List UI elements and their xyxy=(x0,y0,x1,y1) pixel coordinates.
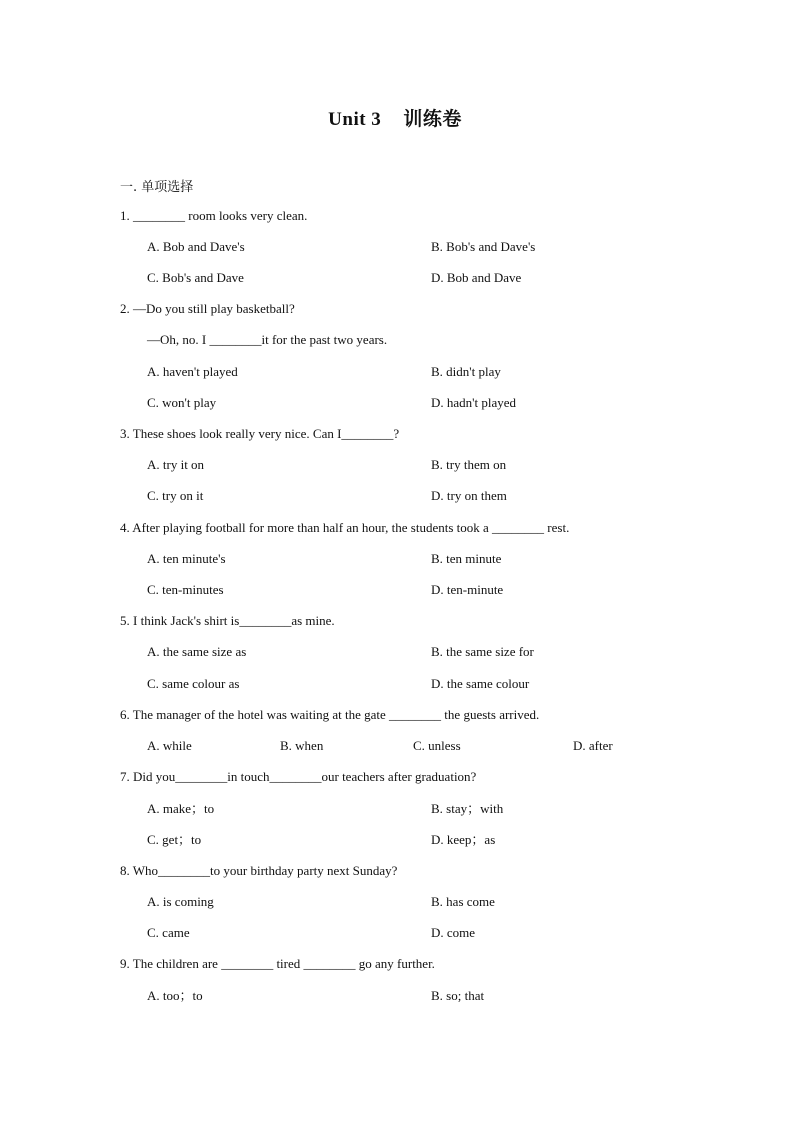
option-b: B. so; that xyxy=(431,988,485,1003)
question-subline: —Oh, no. I ________it for the past two years. xyxy=(147,332,388,347)
option-b: B. ten minute xyxy=(431,551,502,566)
option-d: D. the same colour xyxy=(431,676,530,691)
question-stem: 5. I think Jack's shirt is________as mine. xyxy=(120,613,335,628)
option-c: C. won't play xyxy=(147,395,217,410)
question-stem: 2. —Do you still play basketball? xyxy=(120,301,295,316)
option-b: B. didn't play xyxy=(431,364,501,379)
option-a: A. make；to xyxy=(147,801,215,816)
option-b: B. Bob's and Dave's xyxy=(431,239,536,254)
question-stem: 7. Did you________in touch________our teachers after graduation? xyxy=(120,769,477,784)
option-a: A. Bob and Dave's xyxy=(147,239,245,254)
option-c: C. ten-minutes xyxy=(147,582,224,597)
option-d: D. keep；as xyxy=(431,832,496,847)
option-c: C. try on it xyxy=(147,488,204,503)
option-b: B. the same size for xyxy=(431,644,534,659)
page-title xyxy=(0,104,792,131)
option-d: D. try on them xyxy=(431,488,507,503)
option-b: B. when xyxy=(280,738,324,753)
option-b: B. try them on xyxy=(431,457,507,472)
question-stem: 6. The manager of the hotel was waiting at the gate ________ the guests arrived. xyxy=(120,707,540,722)
section-heading: 一. 单项选择 xyxy=(120,180,194,195)
option-d: D. come xyxy=(431,925,476,940)
title-name: 训练卷 xyxy=(403,109,462,130)
option-c: C. get；to xyxy=(147,832,202,847)
title-unit: Unit 3 xyxy=(328,109,382,130)
option-a: A. the same size as xyxy=(147,644,247,659)
option-a: A. while xyxy=(147,738,192,753)
option-a: A. ten minute's xyxy=(147,551,226,566)
question-stem: 9. The children are ________ tired ________ go any further. xyxy=(120,956,435,971)
question-stem: 3. These shoes look really very nice. Can I________? xyxy=(120,426,400,441)
option-d: D. hadn't played xyxy=(431,395,517,410)
option-a: A. too；to xyxy=(147,988,203,1003)
option-a: A. try it on xyxy=(147,457,205,472)
option-a: A. is coming xyxy=(147,894,214,909)
option-c: C. unless xyxy=(413,738,461,753)
option-c: C. Bob's and Dave xyxy=(147,270,244,285)
option-b: B. stay；with xyxy=(431,801,504,816)
option-a: A. haven't played xyxy=(147,364,238,379)
option-d: D. Bob and Dave xyxy=(431,270,522,285)
option-b: B. has come xyxy=(431,894,495,909)
option-d: D. ten-minute xyxy=(431,582,504,597)
option-c: C. came xyxy=(147,925,190,940)
option-c: C. same colour as xyxy=(147,676,240,691)
question-stem: 4. After playing football for more than half an hour, the students took a ________ rest. xyxy=(120,520,570,535)
option-d: D. after xyxy=(573,738,613,753)
question-stem: 1. ________ room looks very clean. xyxy=(120,208,308,223)
question-stem: 8. Who________to your birthday party next Sunday? xyxy=(120,863,398,878)
